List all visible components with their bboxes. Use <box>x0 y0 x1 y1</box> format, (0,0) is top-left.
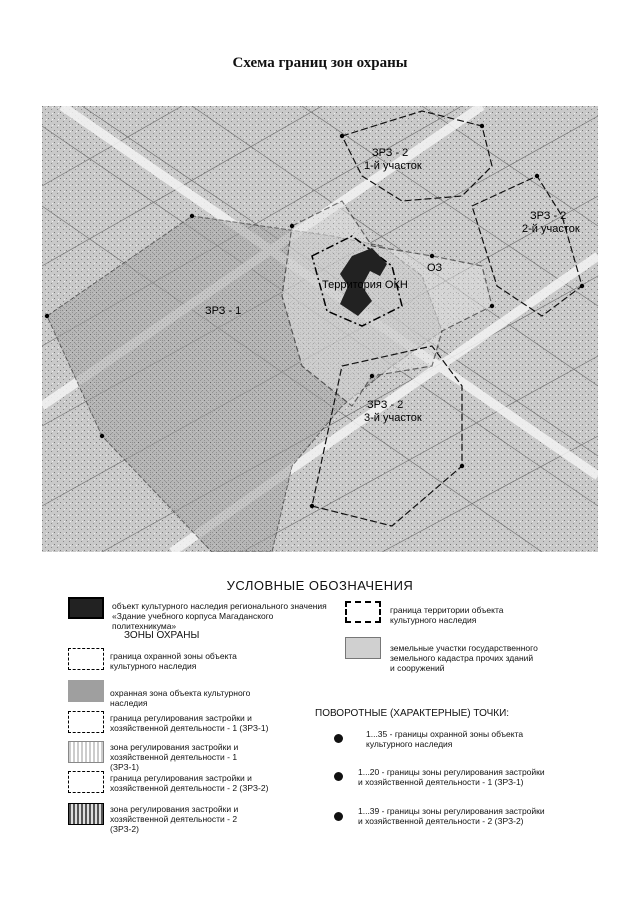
points-zrz2-label: 1...39 - границы зоны регулирования застройки и хозяйственной деятельности - 2 (ЗРЗ-2) <box>358 806 545 826</box>
okn-object-label: объект культурного наследия регионального значения «Здание учебного корпуса Магаданского политехникума» <box>112 601 327 631</box>
land-plots-label: земельные участки государственного земельного кадастра прочих зданий и сооружений <box>390 643 538 673</box>
zones-title: ЗОНЫ ОХРАНЫ <box>124 630 200 641</box>
zrz2-zone-swatch <box>68 803 104 825</box>
zrz1-boundary-swatch <box>68 711 104 733</box>
label-zrz2-3-part: 3-й участок <box>364 412 422 424</box>
points-title: ПОВОРОТНЫЕ (ХАРАКТЕРНЫЕ) ТОЧКИ: <box>315 708 510 719</box>
okn-object-swatch <box>68 597 104 619</box>
legend-title: УСЛОВНЫЕ ОБОЗНАЧЕНИЯ <box>226 578 414 593</box>
points-zrz1-label: 1...20 - границы зоны регулирования застройки и хозяйственной деятельности - 1 (ЗРЗ-1) <box>358 767 545 787</box>
label-oz: ОЗ <box>427 262 443 274</box>
zrz1-zone-label: зона регулирования застройки и хозяйственной деятельности - 1 (ЗРЗ-1) <box>110 742 239 772</box>
points-zrz1-marker <box>334 772 343 781</box>
label-zrz2-1-part: 1-й участок <box>364 160 422 172</box>
land-plots-swatch <box>345 637 381 659</box>
label-okn: Территория ОКН <box>322 279 408 291</box>
points-oz-label: 1...35 - границы охранной зоны объекта культурного наследия <box>366 729 524 749</box>
zrz2-boundary-swatch <box>68 771 104 793</box>
zone-map <box>42 106 598 552</box>
page-title: Схема границ зон охраны <box>232 55 408 71</box>
zrz1-zone-swatch <box>68 741 104 763</box>
label-zrz1: ЗРЗ - 1 <box>205 305 242 317</box>
zrz2-boundary-label: граница регулирования застройки и хозяйственной деятельности - 2 (ЗРЗ-2) <box>110 773 269 793</box>
oz-zone-swatch <box>68 680 104 702</box>
points-oz-marker <box>334 734 343 743</box>
zrz2-zone-label: зона регулирования застройки и хозяйственной деятельности - 2 (ЗРЗ-2) <box>110 804 239 834</box>
oz-boundary-label: граница охранной зоны объекта культурного наследия <box>110 651 237 671</box>
oz-boundary-swatch <box>68 648 104 670</box>
points-zrz2-marker <box>334 812 343 821</box>
label-zrz2-1: ЗРЗ - 2 <box>372 147 409 159</box>
label-zrz2-2-part: 2-й участок <box>522 223 580 235</box>
label-zrz2-3: ЗРЗ - 2 <box>367 399 404 411</box>
territory-boundary-swatch <box>345 601 381 623</box>
oz-zone-label: охранная зона объекта культурного наследия <box>110 688 251 708</box>
zrz1-boundary-label: граница регулирования застройки и хозяйственной деятельности - 1 (ЗРЗ-1) <box>110 713 269 733</box>
label-zrz2-2: ЗРЗ - 2 <box>530 210 567 222</box>
territory-boundary-label: граница территории объекта культурного наследия <box>390 605 504 625</box>
